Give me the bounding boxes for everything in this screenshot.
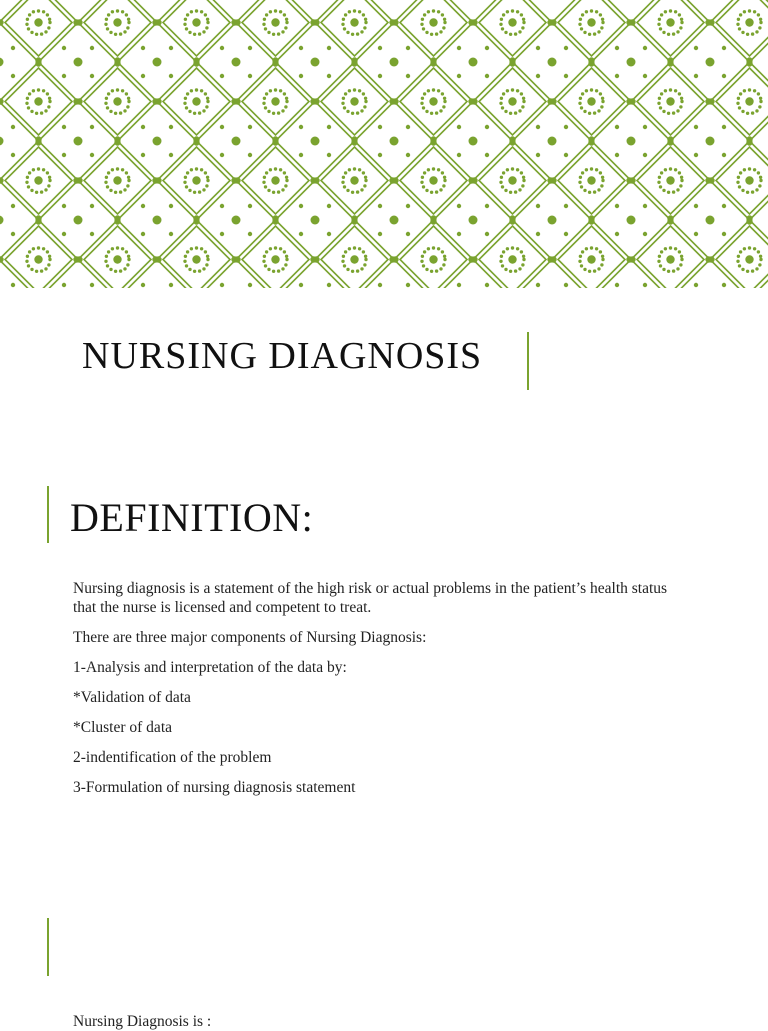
title-accent-line xyxy=(527,332,529,390)
definition-heading: DEFINITION: xyxy=(70,495,314,540)
slide3-text: Nursing Diagnosis is : xyxy=(73,1013,212,1030)
definition-accent-line xyxy=(47,486,49,543)
component-item: 3-Formulation of nursing diagnosis statement xyxy=(73,779,356,796)
component-item: 1-Analysis and interpretation of the data by: xyxy=(73,659,347,676)
definition-body xyxy=(73,579,673,808)
pattern-banner xyxy=(0,0,768,288)
component-item: 2-indentification of the problem xyxy=(73,749,272,766)
sub-item: *Validation of data xyxy=(73,689,191,706)
presentation-title: NURSING DIAGNOSIS xyxy=(82,335,483,377)
definition-paragraph: Nursing diagnosis is a statement of the high risk or actual problems in the patient’s health status that the nurse is licensed and competent to treat. xyxy=(73,580,668,616)
sub-item: *Cluster of data xyxy=(73,719,173,736)
slide3-accent-line xyxy=(47,918,49,976)
components-intro: There are three major components of Nursing Diagnosis: xyxy=(73,629,427,646)
